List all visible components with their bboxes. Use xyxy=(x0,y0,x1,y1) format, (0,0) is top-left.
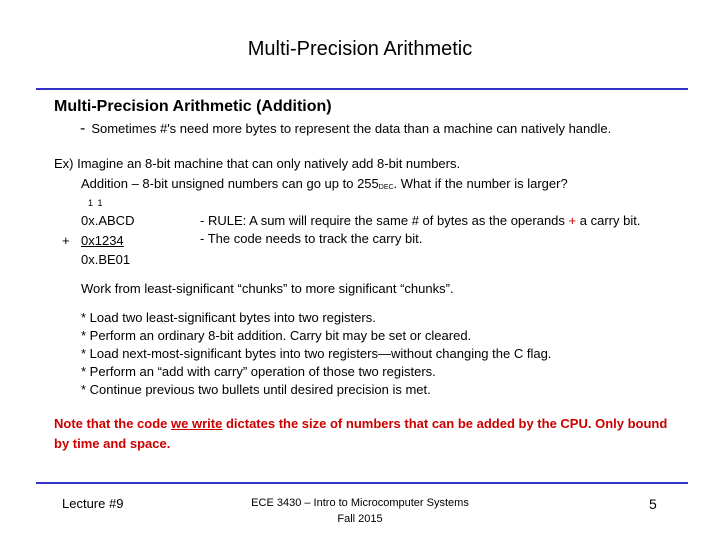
operand-2: 0x1234 xyxy=(81,233,124,248)
slide-title: Multi-Precision Arithmetic xyxy=(247,38,473,60)
work-line: Work from least-significant “chunks” to more significant “chunks”. xyxy=(81,281,454,296)
rule-text-2: a carry bit. xyxy=(579,213,641,228)
step-item: * Perform an ordinary 8-bit addition. Carry bit may be set or cleared. xyxy=(81,328,472,343)
sum-result: 0x.BE01 xyxy=(81,252,131,267)
top-divider xyxy=(36,88,688,90)
page-number: 5 xyxy=(649,496,657,512)
footer-course-line-1: ECE 3430 – Intro to Microcomputer Systems xyxy=(251,497,469,509)
rule-line-1 xyxy=(200,213,640,228)
rule-line-2: - The code needs to track the carry bit. xyxy=(200,231,423,246)
step-item: * Load two least-significant bytes into two registers. xyxy=(81,310,376,325)
note-paragraph xyxy=(54,414,684,454)
rule-text-1: - RULE: A sum will require the same # of bytes as the operands xyxy=(200,213,565,228)
step-item: * Perform an “add with carry” operation of those two registers. xyxy=(81,364,436,379)
example-line-2 xyxy=(81,176,568,191)
note-text-2: dictates the size of numbers that can be added by the CPU. Only bound by time and space. xyxy=(54,416,668,451)
note-text-1: Note that the code xyxy=(54,416,168,431)
operand-1: 0x.ABCD xyxy=(81,213,135,228)
bullet-dash: - xyxy=(80,120,86,137)
step-item: * Continue previous two bullets until desired precision is met. xyxy=(81,382,431,397)
rule-plus: + xyxy=(568,213,577,228)
intro-bullet xyxy=(80,120,611,138)
step-item: * Load next-most-significant bytes into two registers—without changing the C flag. xyxy=(81,346,552,361)
example-line-2-main: Addition – 8-bit unsigned numbers can go up to 255 xyxy=(81,176,379,191)
dec-subscript: DEC xyxy=(378,184,394,191)
plus-sign: + xyxy=(62,233,70,248)
intro-bullet-text: Sometimes #'s need more bytes to represent the data than a machine can natively handle. xyxy=(91,121,612,136)
carry-marks: 1 1 xyxy=(88,198,104,208)
footer-course xyxy=(0,495,720,527)
example-line-1: Ex) Imagine an 8-bit machine that can only natively add 8-bit numbers. xyxy=(54,156,461,171)
footer-lecture: Lecture #9 xyxy=(62,496,124,511)
note-underlined: we write xyxy=(171,416,223,431)
section-heading: Multi-Precision Arithmetic (Addition) xyxy=(54,98,332,115)
footer-course-line-2: Fall 2015 xyxy=(337,513,383,525)
bottom-divider xyxy=(36,482,688,484)
example-line-2-tail: . What if the number is larger? xyxy=(393,176,568,191)
